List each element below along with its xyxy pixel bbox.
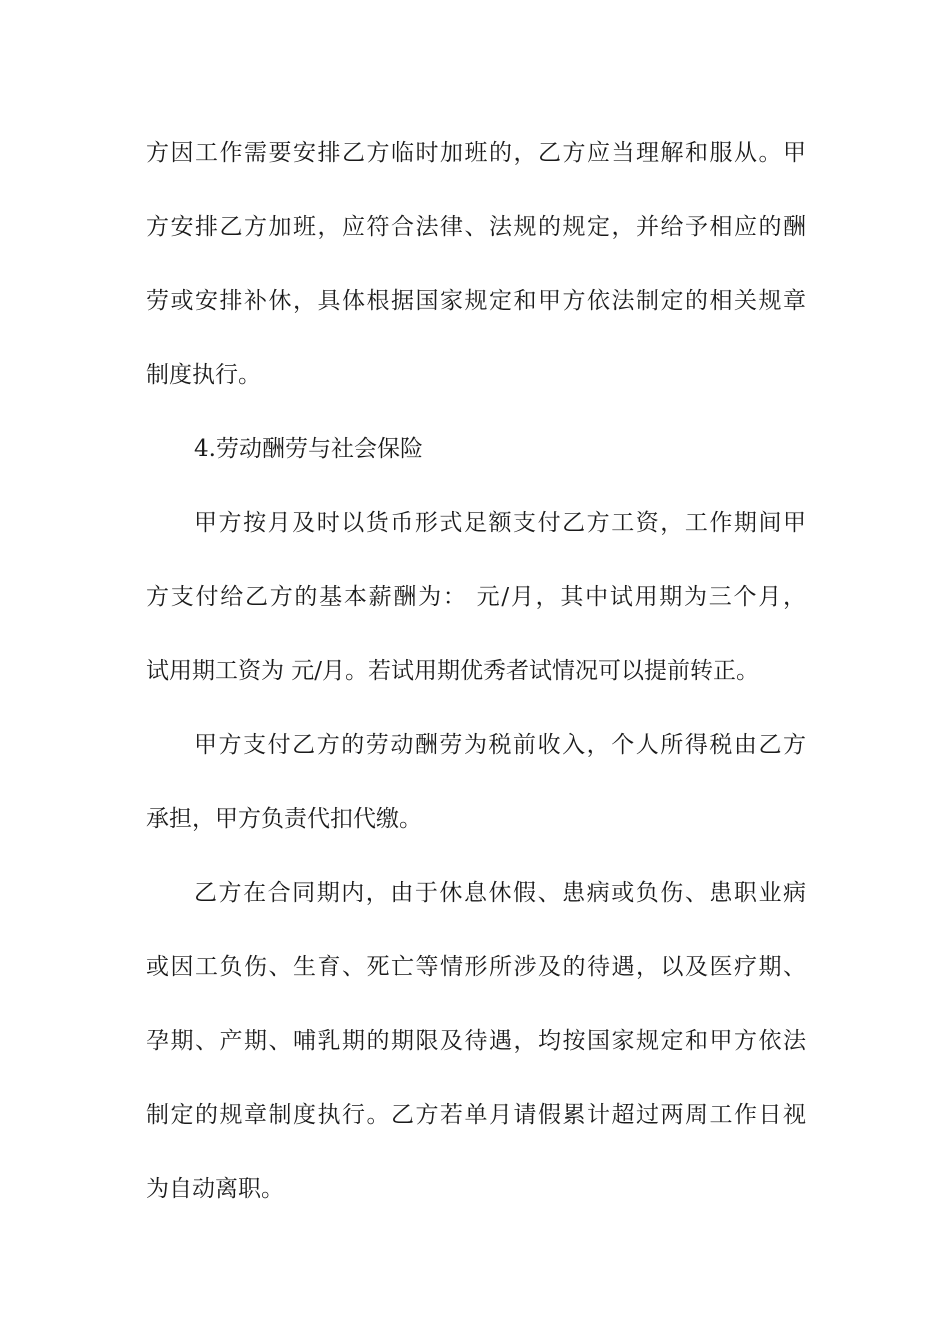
text-line: 乙方在合同期内，由于休息休假、患病或负伤、患职业病 [194, 880, 806, 906]
text-line: 制定的规章制度执行。乙方若单月请假累计超过两周工作日视 [146, 1102, 806, 1128]
text-line: 孕期、产期、哺乳期的期限及待遇，均按国家规定和甲方依法 [146, 1028, 806, 1054]
text-line: 方安排乙方加班，应符合法律、法规的规定，并给予相应的酬 [146, 214, 806, 240]
text-line: 制度执行。 [146, 362, 261, 388]
text-line: 方支付给乙方的基本薪酬为： 元/月，其中试用期为三个月， [146, 584, 806, 610]
section-heading: 4.劳动酬劳与社会保险 [194, 436, 423, 462]
text-line: 为自动离职。 [146, 1176, 284, 1202]
text-line: 承担，甲方负责代扣代缴。 [146, 806, 422, 832]
text-line: 试用期工资为 元/月。若试用期优秀者试情况可以提前转正。 [146, 658, 760, 684]
text-line: 方因工作需要安排乙方临时加班的，乙方应当理解和服从。甲 [146, 140, 806, 166]
text-line: 劳或安排补休，具体根据国家规定和甲方依法制定的相关规章 [146, 288, 806, 314]
text-line: 甲方支付乙方的劳动酬劳为税前收入，个人所得税由乙方 [194, 732, 806, 758]
text-line: 或因工负伤、生育、死亡等情形所涉及的待遇，以及医疗期、 [146, 954, 806, 980]
text-line: 甲方按月及时以货币形式足额支付乙方工资，工作期间甲 [194, 510, 806, 536]
